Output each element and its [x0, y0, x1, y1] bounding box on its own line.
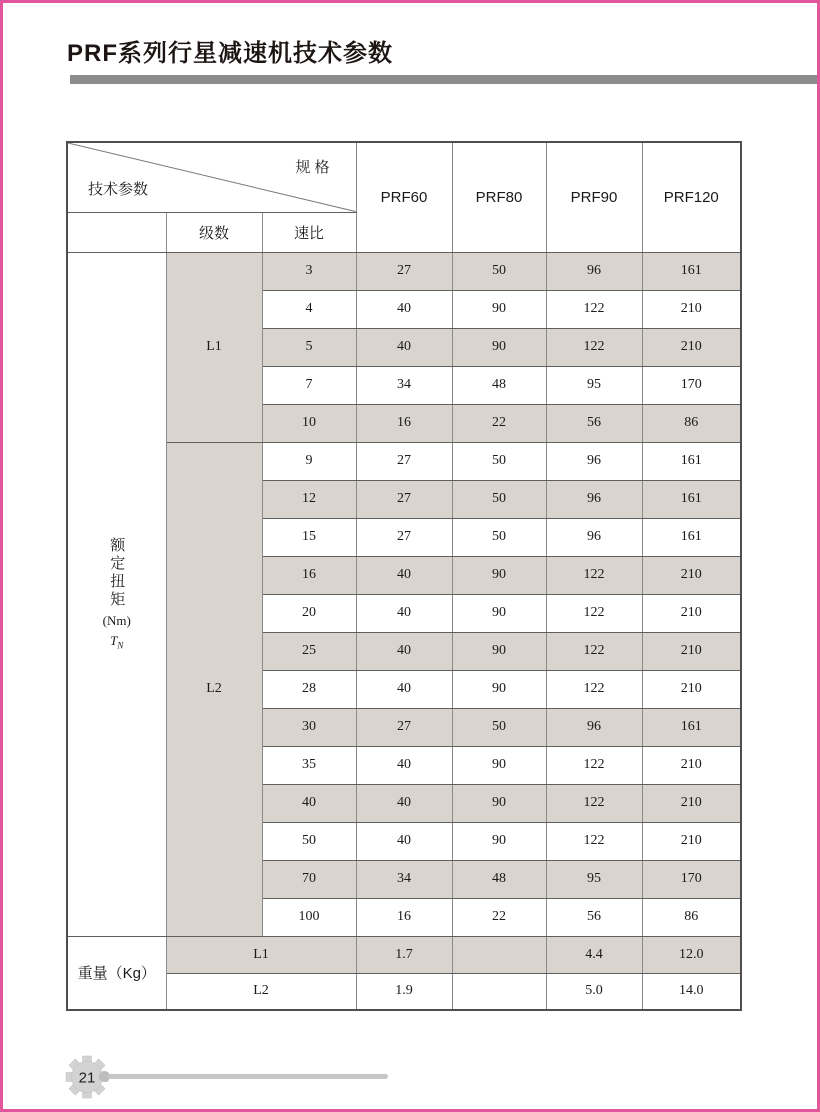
weight-value-cell: 5.0 — [546, 973, 642, 1010]
model-header-cell: PRF80 — [452, 142, 546, 252]
value-cell: 122 — [546, 784, 642, 822]
ratio-cell: 40 — [262, 784, 356, 822]
value-cell: 40 — [356, 594, 452, 632]
ratio-cell: 50 — [262, 822, 356, 860]
value-cell: 34 — [356, 366, 452, 404]
ratio-cell: 70 — [262, 860, 356, 898]
value-cell: 27 — [356, 708, 452, 746]
weight-value-cell — [452, 936, 546, 973]
value-cell: 95 — [546, 366, 642, 404]
value-cell: 122 — [546, 290, 642, 328]
table-row — [67, 252, 741, 290]
title-underline-bar — [70, 75, 820, 84]
value-cell: 122 — [546, 746, 642, 784]
table-row — [67, 936, 741, 973]
weight-value-cell: 14.0 — [642, 973, 741, 1010]
ratio-cell: 10 — [262, 404, 356, 442]
value-cell: 90 — [452, 290, 546, 328]
ratio-cell: 4 — [262, 290, 356, 328]
ratio-cell: 100 — [262, 898, 356, 936]
torque-label-cell — [67, 252, 166, 936]
value-cell: 40 — [356, 290, 452, 328]
value-cell: 40 — [356, 746, 452, 784]
corner-param-label: 技术参数 — [88, 180, 149, 198]
weight-value-cell: 1.9 — [356, 973, 452, 1010]
page-title: PRF系列行星减速机技术参数 — [67, 40, 393, 67]
torque-symbol: $T_N$ — [110, 633, 124, 651]
ratio-cell: 3 — [262, 252, 356, 290]
value-cell: 48 — [452, 366, 546, 404]
model-header-cell: PRF90 — [546, 142, 642, 252]
ratio-cell: 25 — [262, 632, 356, 670]
value-cell: 161 — [642, 708, 741, 746]
value-cell: 27 — [356, 252, 452, 290]
value-cell: 50 — [452, 442, 546, 480]
weight-label-cell: 重量（Kg） — [67, 936, 166, 1010]
value-cell: 170 — [642, 860, 741, 898]
value-cell: 90 — [452, 594, 546, 632]
value-cell: 90 — [452, 822, 546, 860]
corner-spec-label: 规 格 — [295, 159, 330, 176]
value-cell: 122 — [546, 556, 642, 594]
value-cell: 86 — [642, 898, 741, 936]
ratio-cell: 20 — [262, 594, 356, 632]
ratio-cell: 9 — [262, 442, 356, 480]
value-cell: 50 — [452, 480, 546, 518]
value-cell: 22 — [452, 404, 546, 442]
value-cell: 122 — [546, 632, 642, 670]
value-cell: 210 — [642, 556, 741, 594]
torque-unit: (Nm) — [102, 613, 131, 629]
value-cell: 96 — [546, 252, 642, 290]
value-cell: 27 — [356, 518, 452, 556]
weight-value-cell: 1.7 — [356, 936, 452, 973]
value-cell: 40 — [356, 328, 452, 366]
value-cell: 96 — [546, 480, 642, 518]
value-cell: 40 — [356, 556, 452, 594]
ratio-cell: 15 — [262, 518, 356, 556]
value-cell: 122 — [546, 328, 642, 366]
torque-vertical-text: 额定扭矩 — [108, 537, 126, 610]
stages-header-cell: 级数 — [166, 212, 262, 252]
value-cell: 210 — [642, 328, 741, 366]
footer-rule — [107, 1074, 388, 1079]
ratio-cell: 28 — [262, 670, 356, 708]
value-cell: 27 — [356, 442, 452, 480]
value-cell: 90 — [452, 556, 546, 594]
value-cell: 210 — [642, 746, 741, 784]
value-cell: 34 — [356, 860, 452, 898]
stage-group-cell: L2 — [166, 442, 262, 936]
ratio-cell: 30 — [262, 708, 356, 746]
value-cell: 50 — [452, 708, 546, 746]
header-corner-cell — [67, 142, 356, 212]
value-cell: 170 — [642, 366, 741, 404]
ratio-header-cell: 速比 — [262, 212, 356, 252]
ratio-cell: 7 — [262, 366, 356, 404]
value-cell: 210 — [642, 784, 741, 822]
value-cell: 210 — [642, 822, 741, 860]
weight-value-cell — [452, 973, 546, 1010]
value-cell: 161 — [642, 518, 741, 556]
value-cell: 96 — [546, 442, 642, 480]
value-cell: 210 — [642, 290, 741, 328]
value-cell: 161 — [642, 252, 741, 290]
page-number: 21 — [78, 1069, 96, 1087]
value-cell: 22 — [452, 898, 546, 936]
table-row — [67, 142, 741, 212]
value-cell: 50 — [452, 252, 546, 290]
ratio-cell: 16 — [262, 556, 356, 594]
value-cell: 90 — [452, 632, 546, 670]
spec-table — [66, 141, 742, 1011]
value-cell: 122 — [546, 594, 642, 632]
table-row — [67, 442, 741, 480]
stage-group-cell: L1 — [166, 252, 262, 442]
value-cell: 210 — [642, 670, 741, 708]
value-cell: 161 — [642, 442, 741, 480]
header-blank-cell — [67, 212, 166, 252]
value-cell: 56 — [546, 898, 642, 936]
value-cell: 48 — [452, 860, 546, 898]
value-cell: 95 — [546, 860, 642, 898]
value-cell: 96 — [546, 518, 642, 556]
model-header-cell: PRF60 — [356, 142, 452, 252]
value-cell: 210 — [642, 632, 741, 670]
value-cell: 40 — [356, 670, 452, 708]
ratio-cell: 5 — [262, 328, 356, 366]
value-cell: 90 — [452, 328, 546, 366]
torque-label — [68, 537, 166, 651]
ratio-cell: 35 — [262, 746, 356, 784]
value-cell: 56 — [546, 404, 642, 442]
value-cell: 96 — [546, 708, 642, 746]
value-cell: 122 — [546, 670, 642, 708]
value-cell: 210 — [642, 594, 741, 632]
value-cell: 40 — [356, 632, 452, 670]
value-cell: 90 — [452, 784, 546, 822]
value-cell: 86 — [642, 404, 741, 442]
value-cell: 40 — [356, 784, 452, 822]
weight-stage-cell: L2 — [166, 973, 356, 1010]
weight-value-cell: 12.0 — [642, 936, 741, 973]
value-cell: 161 — [642, 480, 741, 518]
value-cell: 122 — [546, 822, 642, 860]
value-cell: 50 — [452, 518, 546, 556]
value-cell: 90 — [452, 670, 546, 708]
value-cell: 90 — [452, 746, 546, 784]
table-row — [67, 973, 741, 1010]
value-cell: 40 — [356, 822, 452, 860]
ratio-cell: 12 — [262, 480, 356, 518]
value-cell: 27 — [356, 480, 452, 518]
value-cell: 16 — [356, 898, 452, 936]
weight-stage-cell: L1 — [166, 936, 356, 973]
value-cell: 16 — [356, 404, 452, 442]
weight-value-cell: 4.4 — [546, 936, 642, 973]
model-header-cell: PRF120 — [642, 142, 741, 252]
